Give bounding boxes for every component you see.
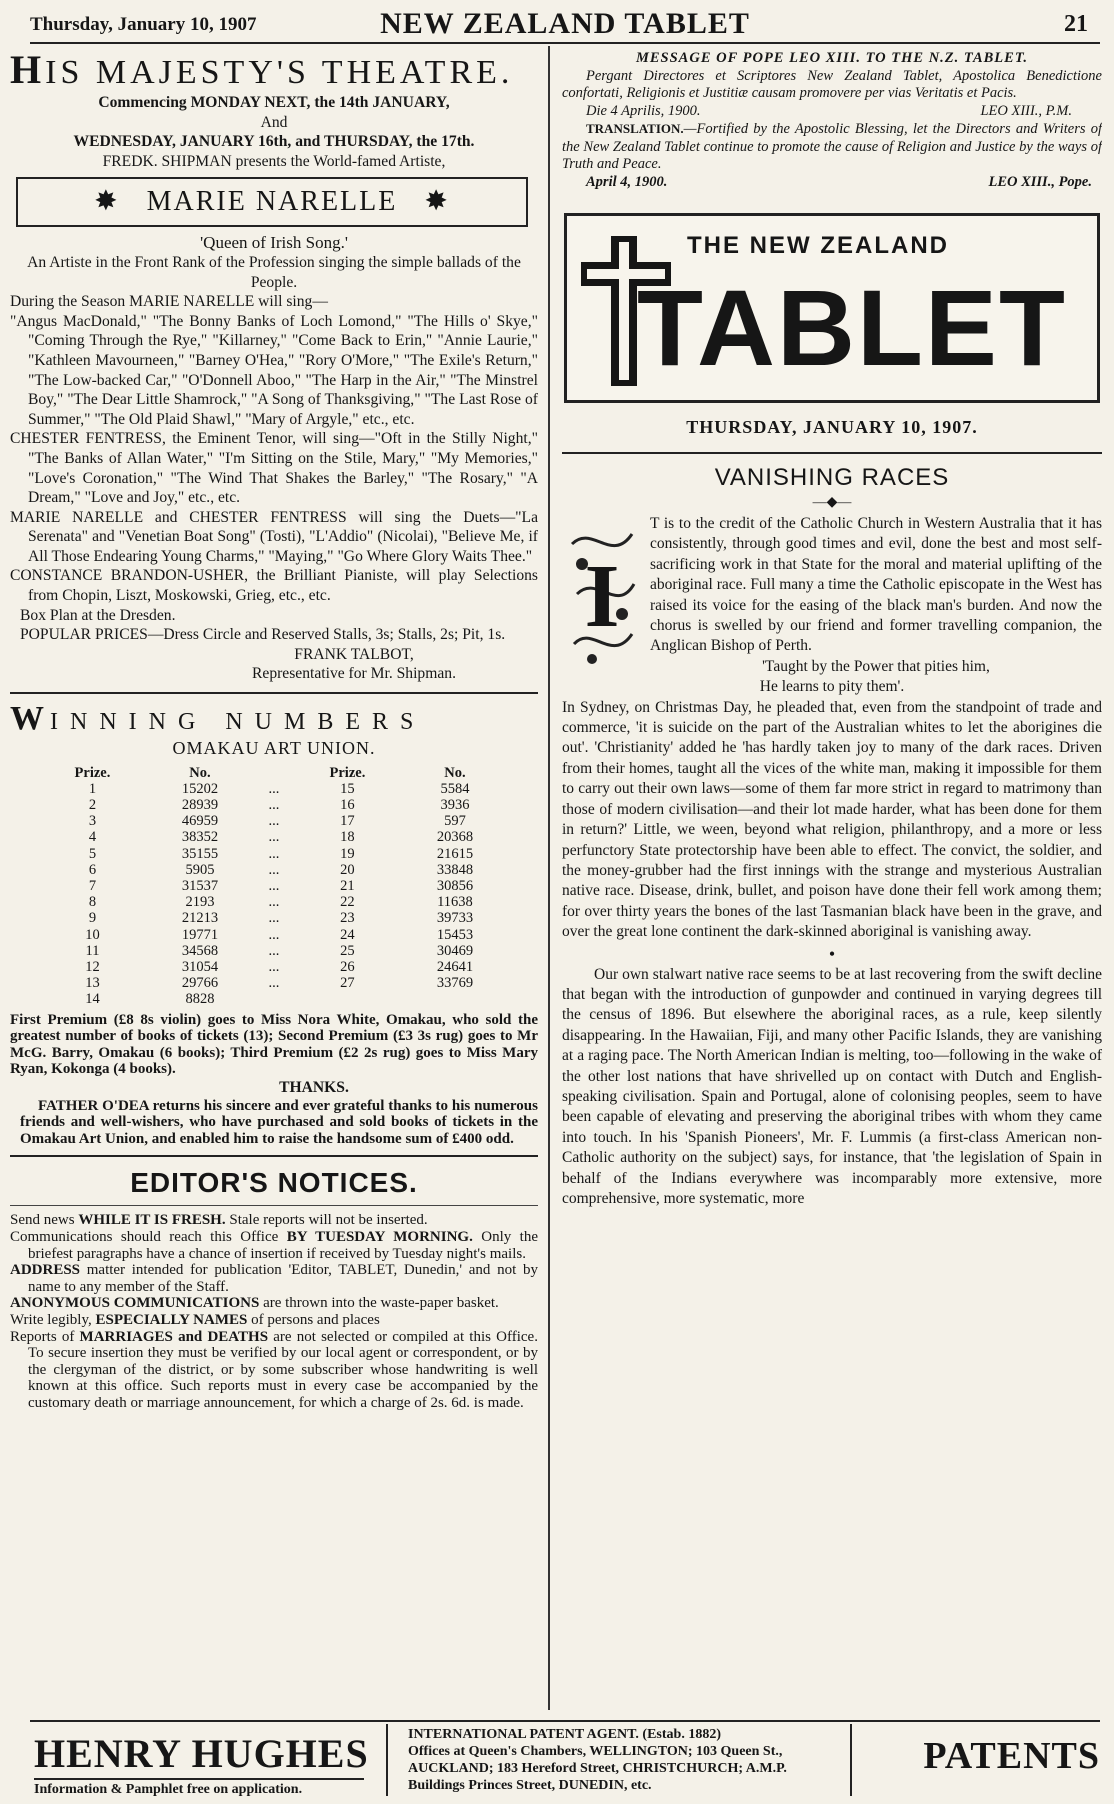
header-title: NEW ZEALAND TABLET <box>380 7 750 40</box>
table-row <box>39 927 509 943</box>
table-cell: ... <box>268 894 280 911</box>
table-cell <box>401 991 509 1007</box>
table-row <box>39 910 509 926</box>
table-cell: ... <box>268 878 280 895</box>
theatre-title: HIS MAJESTY'S THEATRE. <box>10 50 514 92</box>
editor-title: EDITOR'S NOTICES. <box>130 1167 418 1199</box>
table-cell: 25 <box>340 942 355 959</box>
table-cell: 23 <box>340 910 355 927</box>
divider <box>850 1724 852 1796</box>
notice-news: Send news WHILE IT IS FRESH. Stale reports will not be inserted. <box>10 1212 428 1229</box>
pope-translation: TRANSLATION.—Fortified by the Apostolic Blessing, let the Directors and Writers of the New Zealand Tablet continue to promote the cause of Religion and Justice by the ways of Truth and Peace. <box>562 121 1102 172</box>
theatre-p7: Box Plan at the Dresden. <box>20 606 176 624</box>
theatre-line1: Commencing MONDAY NEXT, the 14th JANUARY, <box>98 94 450 111</box>
table-cell: 28939 <box>181 797 219 814</box>
notice-reports: Reports of MARRIAGES and DEATHS are not selected or compiled at this Office. To secure insertion they must be verified by our local agent or correspondent, or by the clergyman of the district, or by some subscriber whose handwriting is well known at this office. Such reports must in every case be accompanied by the customary death or marriage announcement, for which a charge of 2s. 6d. is made. <box>10 1328 538 1411</box>
table-cell: 21 <box>340 878 355 895</box>
table-cell: 16 <box>340 797 355 814</box>
table-row <box>39 797 509 813</box>
theatre-p1: An Artiste in the Front Rank of the Profession singing the simple ballads of the People. <box>27 253 521 291</box>
table-cell: 1 <box>88 780 97 797</box>
pope-trans-sign: April 4, 1900. LEO XIII., Pope. <box>586 173 1092 190</box>
artiste-name: MARIE NARELLE <box>146 186 398 218</box>
table-cell: 5 <box>88 845 97 862</box>
table-header: Prize. No. Prize. No. <box>74 764 466 781</box>
table-cell: 33769 <box>436 975 474 992</box>
table-row <box>39 829 509 845</box>
table-cell: 35155 <box>181 845 219 862</box>
table-row <box>39 894 509 910</box>
winning-title: WINNING NUMBERS <box>10 700 426 738</box>
pope-message <box>562 50 1102 191</box>
table-cell: 4 <box>88 829 97 846</box>
table-cell: 19771 <box>181 926 219 943</box>
header-date: Thursday, January 10, 1907 <box>30 14 257 35</box>
table-cell: 21213 <box>181 910 219 927</box>
table-cell: 31537 <box>181 878 219 895</box>
column-rule <box>548 46 550 1710</box>
table-row <box>39 862 509 878</box>
table-cell: 8 <box>88 894 97 911</box>
thanks-title: THANKS. <box>279 1079 349 1097</box>
footer-mid1: INTERNATIONAL PATENT AGENT. (Estab. 1882) <box>408 1727 721 1742</box>
table-cell: ... <box>268 813 280 830</box>
table-cell: ... <box>268 780 280 797</box>
footer-middle <box>408 1726 828 1794</box>
article-p2: In Sydney, on Christmas Day, he pleaded that, even from the standpoint of trade and commerce, 'it is suicide on the part of the Australian whites to let the aborigines die out'. 'Christianity' added he 'has hardly taken joy to many of the dark races. Driven from their homes, taught all the vices of the white man, making it impossible for them to carry out their own laws—some of them far more strict in regard to matrimony than those of modern civilisation—and their lot made harder, what has been done for them in return?' Little, we ween, beyond what religion, philanthropy, and a more or less perfunctory State protectorship have been able to effect. The convict, the soldier, and the money-grubber had the first innings with the strange and mysterious Australian native race. Disease, drink, bullet, and poison have done their fell work among them; for over thirty years the bones of the last Tasmanian black have been in the grave, and over the great lone continent the dark-skinned aboriginal is vanishing away. <box>562 698 1102 941</box>
star-icon: ✸ <box>424 186 450 218</box>
table-cell: 38352 <box>181 829 219 846</box>
page-number: 21 <box>1064 11 1088 37</box>
article-p1: T is to the credit of the Catholic Church in Western Australia that it has consistently, through good times and evil, done the best and most self-sacrificing work in that State for the moral and material uplifting of the aboriginal race. Full many a time the Catholic episcopate in the West has raised its voice for the easing of the black man's burden. And now the chorus is swelled by our friend and former travelling companion, the Anglican Bishop of Perth. <box>650 515 1102 655</box>
table-cell: 15453 <box>436 926 474 943</box>
table-cell: 6 <box>88 861 97 878</box>
table-cell: 27 <box>340 975 355 992</box>
masthead-top: THE NEW ZEALAND <box>687 232 949 259</box>
article <box>562 464 1102 1209</box>
table-row <box>39 781 509 797</box>
table-cell: ... <box>268 861 280 878</box>
table-cell: 11 <box>85 942 100 959</box>
masthead <box>564 213 1100 403</box>
table-cell: 20368 <box>436 829 474 846</box>
theatre-sig2: Representative for Mr. Shipman. <box>252 665 456 683</box>
table-cell: 30469 <box>436 942 474 959</box>
theatre-p4: CHESTER FENTRESS, the Eminent Tenor, will sing—"Oft in the Stilly Night," "The Banks of Allan Water," "I'm Sitting on the Stile, Mary," "My Memories," "Love's Coronation," "The Wind That Shakes the Barley," "The Rosary," "A Dream," "Love and Joy," etc., etc. <box>10 430 538 507</box>
theatre-tagline: 'Queen of Irish Song.' <box>200 233 348 253</box>
bullet-separator: • <box>828 943 836 964</box>
table-cell: 33848 <box>436 861 474 878</box>
theatre-sig1: FRANK TALBOT, <box>294 645 414 663</box>
table-row <box>39 943 509 959</box>
table-cell: 11638 <box>437 894 473 911</box>
right-column <box>562 50 1102 1712</box>
table-cell: 3 <box>88 813 97 830</box>
table-cell: ... <box>268 926 280 943</box>
notice-legibly: Write legibly, ESPECIALLY NAMES of persons and places <box>10 1311 380 1328</box>
table-cell: 5905 <box>185 861 215 878</box>
table-cell: ... <box>268 975 280 992</box>
table-cell: 22 <box>340 894 355 911</box>
divider <box>10 692 538 694</box>
table-row <box>39 991 509 1007</box>
table-cell: 12 <box>85 959 100 976</box>
article-quote2: He learns to pity them'. <box>759 678 905 696</box>
page-header <box>30 6 1100 44</box>
prize-table <box>39 765 509 1008</box>
star-icon: ✸ <box>94 186 120 218</box>
winning-subtitle: OMAKAU ART UNION. <box>172 738 376 759</box>
divider <box>386 1724 388 1796</box>
masthead-date: THURSDAY, JANUARY 10, 1907. <box>686 417 978 437</box>
table-cell: 18 <box>340 829 355 846</box>
divider <box>562 452 1102 454</box>
svg-text:I: I <box>584 547 620 646</box>
table-cell: 2 <box>88 797 97 814</box>
notice-anonymous: ANONYMOUS COMMUNICATIONS are thrown into the waste-paper basket. <box>10 1295 499 1312</box>
table-row <box>39 975 509 991</box>
table-cell: 29766 <box>181 975 219 992</box>
table-cell: 46959 <box>181 813 219 830</box>
table-cell: ... <box>268 959 280 976</box>
pope-latin: Pergant Directores et Scriptores New Zealand Tablet, Apostolica Benedictione confortati, Religionis et Justitiæ causam promovere per vias Veritatis et Pacis. <box>562 67 1102 101</box>
table-cell: 20 <box>340 861 355 878</box>
article-title: VANISHING RACES <box>714 464 950 491</box>
table-cell: 26 <box>340 959 355 976</box>
table-cell: 13 <box>85 975 100 992</box>
footer-advert <box>30 1720 1100 1800</box>
table-cell: 5584 <box>440 780 470 797</box>
theatre-line4: FREDK. SHIPMAN presents the World-famed Artiste, <box>102 152 446 170</box>
table-cell: 597 <box>444 813 466 830</box>
notice-address: ADDRESS matter intended for publication 'Editor, TABLET, Dunedin,' and not by name to any member of the Staff. <box>10 1262 538 1295</box>
table-cell: 31054 <box>181 959 219 976</box>
notice-communications: Communications should reach this Office BY TUESDAY MORNING. Only the briefest paragraphs have a chance of insertion if received by Tuesday night's mails. <box>10 1229 538 1262</box>
table-cell: 10 <box>85 926 100 943</box>
footer-mid2: Offices at Queen's Chambers, WELLINGTON; 103 Queen St., AUCKLAND; 183 Hereford Street, CHRISTCHURCH; A.M.P. Buildings Princes Street, DUNEDIN, etc. <box>408 1744 787 1793</box>
table-cell <box>254 991 294 1007</box>
theatre-line2: And <box>260 113 288 131</box>
table-cell: ... <box>268 910 280 927</box>
divider <box>10 1205 538 1206</box>
table-cell: 15202 <box>181 780 219 797</box>
table-row <box>39 959 509 975</box>
table-cell: ... <box>268 797 280 814</box>
pope-title: MESSAGE OF POPE LEO XIII. TO THE N.Z. TABLET. <box>635 50 1028 66</box>
article-quote1: 'Taught by the Power that pities him, <box>762 657 990 675</box>
table-row <box>39 878 509 894</box>
theatre-advert <box>10 50 538 684</box>
table-cell: 39733 <box>436 910 474 927</box>
article-body <box>562 514 1102 1209</box>
theatre-p2: During the Season MARIE NARELLE will sing— <box>10 293 328 311</box>
thanks-text: FATHER O'DEA returns his sincere and ever grateful thanks to his numerous friends and well-wishers, who have purchased and sold books of tickets in the Omakau Art Union, and enabled him to raise the handsome sum of £400 odd. <box>20 1097 538 1147</box>
table-row <box>39 813 509 829</box>
table-cell: 2193 <box>185 894 215 911</box>
footer-right-title: PATENTS <box>923 1735 1100 1777</box>
pope-latin-sign: Die 4 Aprilis, 1900. LEO XIII., P.M. <box>586 102 1072 119</box>
divider <box>10 1155 538 1157</box>
winning-numbers <box>10 700 538 1147</box>
table-cell: 34568 <box>181 942 219 959</box>
dropcap-ornament <box>562 514 642 674</box>
artiste-box <box>16 177 528 227</box>
table-cell <box>294 991 401 1007</box>
article-p3: Our own stalwart native race seems to be at last recovering from the swift decline that began with the introduction of gunpowder and continued in varying degrees till the census of 1896. But elsewhere the aboriginal races, as a rule, keep silently disappearing. In the Hawaiian, Fiji, and many other Pacific Islands, they are vanishing at a raging pace. The North American Indian is melting, too—following in the wake of the other lost nations that have shrivelled up on contact with Dutch and English-speaking civilisation. Spain and Portugal, alone of colonising peoples, seem to have been capable of elevating and preserving the aboriginal tribes with whom they came into touch. In his 'Spanish Pioneers', Mr. F. Lummis (a first-class American non-Catholic authority on the subject) says, for instance, that 'the legislation of Spain in behalf of the Indians everywhere was incomparably more extensive, more comprehensive, more systematic, more <box>562 965 1102 1207</box>
table-cell: 24 <box>340 926 355 943</box>
footer-left-title: HENRY HUGHES <box>34 1731 369 1776</box>
table-cell: 21615 <box>436 845 474 862</box>
premiums-text: First Premium (£8 8s violin) goes to Miss Nora White, Omakau, who sold the greatest number of books of tickets (13); Second Premium (£3 3s rug) goes to Mr McG. Barry, Omakau (6 books); Third Premium (£2 2s rug) goes to Miss Mary Ryan, Kokonga (4 books). <box>10 1011 538 1078</box>
table-row <box>39 846 509 862</box>
theatre-p3: "Angus MacDonald," "The Bonny Banks of Loch Lomond," "The Hills o' Skye," "Coming Through the Rye," "Killarney," "Come Back to Erin," "Annie Laurie," "Kathleen Mavourneen," "Barney O'Hea," "Rory O'More," "The Exile's Return," "The Low-backed Car," "O'Donnell Aboo," "The Harp in the Air," "The Minstrel Boy," "The Dear Little Shamrock," "A Song of Thanksgiving," "The Last Rose of Summer," "The Old Plaid Shawl," "Mary of Argyle," etc., etc. <box>10 312 538 428</box>
editors-notices <box>10 1167 538 1411</box>
theatre-p5: MARIE NARELLE and CHESTER FENTRESS will sing the Duets—"La Serenata" and "Venetian Boat Song" (Tosti), "L'Addio" (Nicolai), "Believe Me, if All Those Endearing Young Charms," "Maying," "Go Where Glory Waits Thee." <box>10 508 538 565</box>
table-cell: 24641 <box>436 959 474 976</box>
left-column <box>10 50 538 1712</box>
table-cell: 7 <box>88 878 97 895</box>
theatre-line3: WEDNESDAY, JANUARY 16th, and THURSDAY, the 17th. <box>73 133 475 151</box>
table-cell: 30856 <box>436 878 474 895</box>
divider-ornament: —◆— <box>812 495 852 510</box>
table-cell: 9 <box>88 910 97 927</box>
table-cell: ... <box>268 829 280 846</box>
table-cell: 15 <box>340 780 355 797</box>
theatre-p8: POPULAR PRICES—Dress Circle and Reserved Stalls, 3s; Stalls, 2s; Pit, 1s. <box>20 626 506 644</box>
theatre-p6: CONSTANCE BRANDON-USHER, the Brilliant Pianiste, will play Selections from Chopin, Liszt, Moskowski, Grieg, etc., etc. <box>10 567 538 605</box>
table-cell: ... <box>268 942 280 959</box>
masthead-word: TABLET <box>637 267 1067 388</box>
table-cell: ... <box>268 845 280 862</box>
table-cell: 14 <box>85 991 100 1008</box>
table-cell: 19 <box>340 845 355 862</box>
footer-left-sub: Information & Pamphlet free on application. <box>34 1778 364 1798</box>
table-cell: 8828 <box>185 991 215 1008</box>
table-cell: 17 <box>340 813 355 830</box>
table-cell: 3936 <box>440 797 470 814</box>
